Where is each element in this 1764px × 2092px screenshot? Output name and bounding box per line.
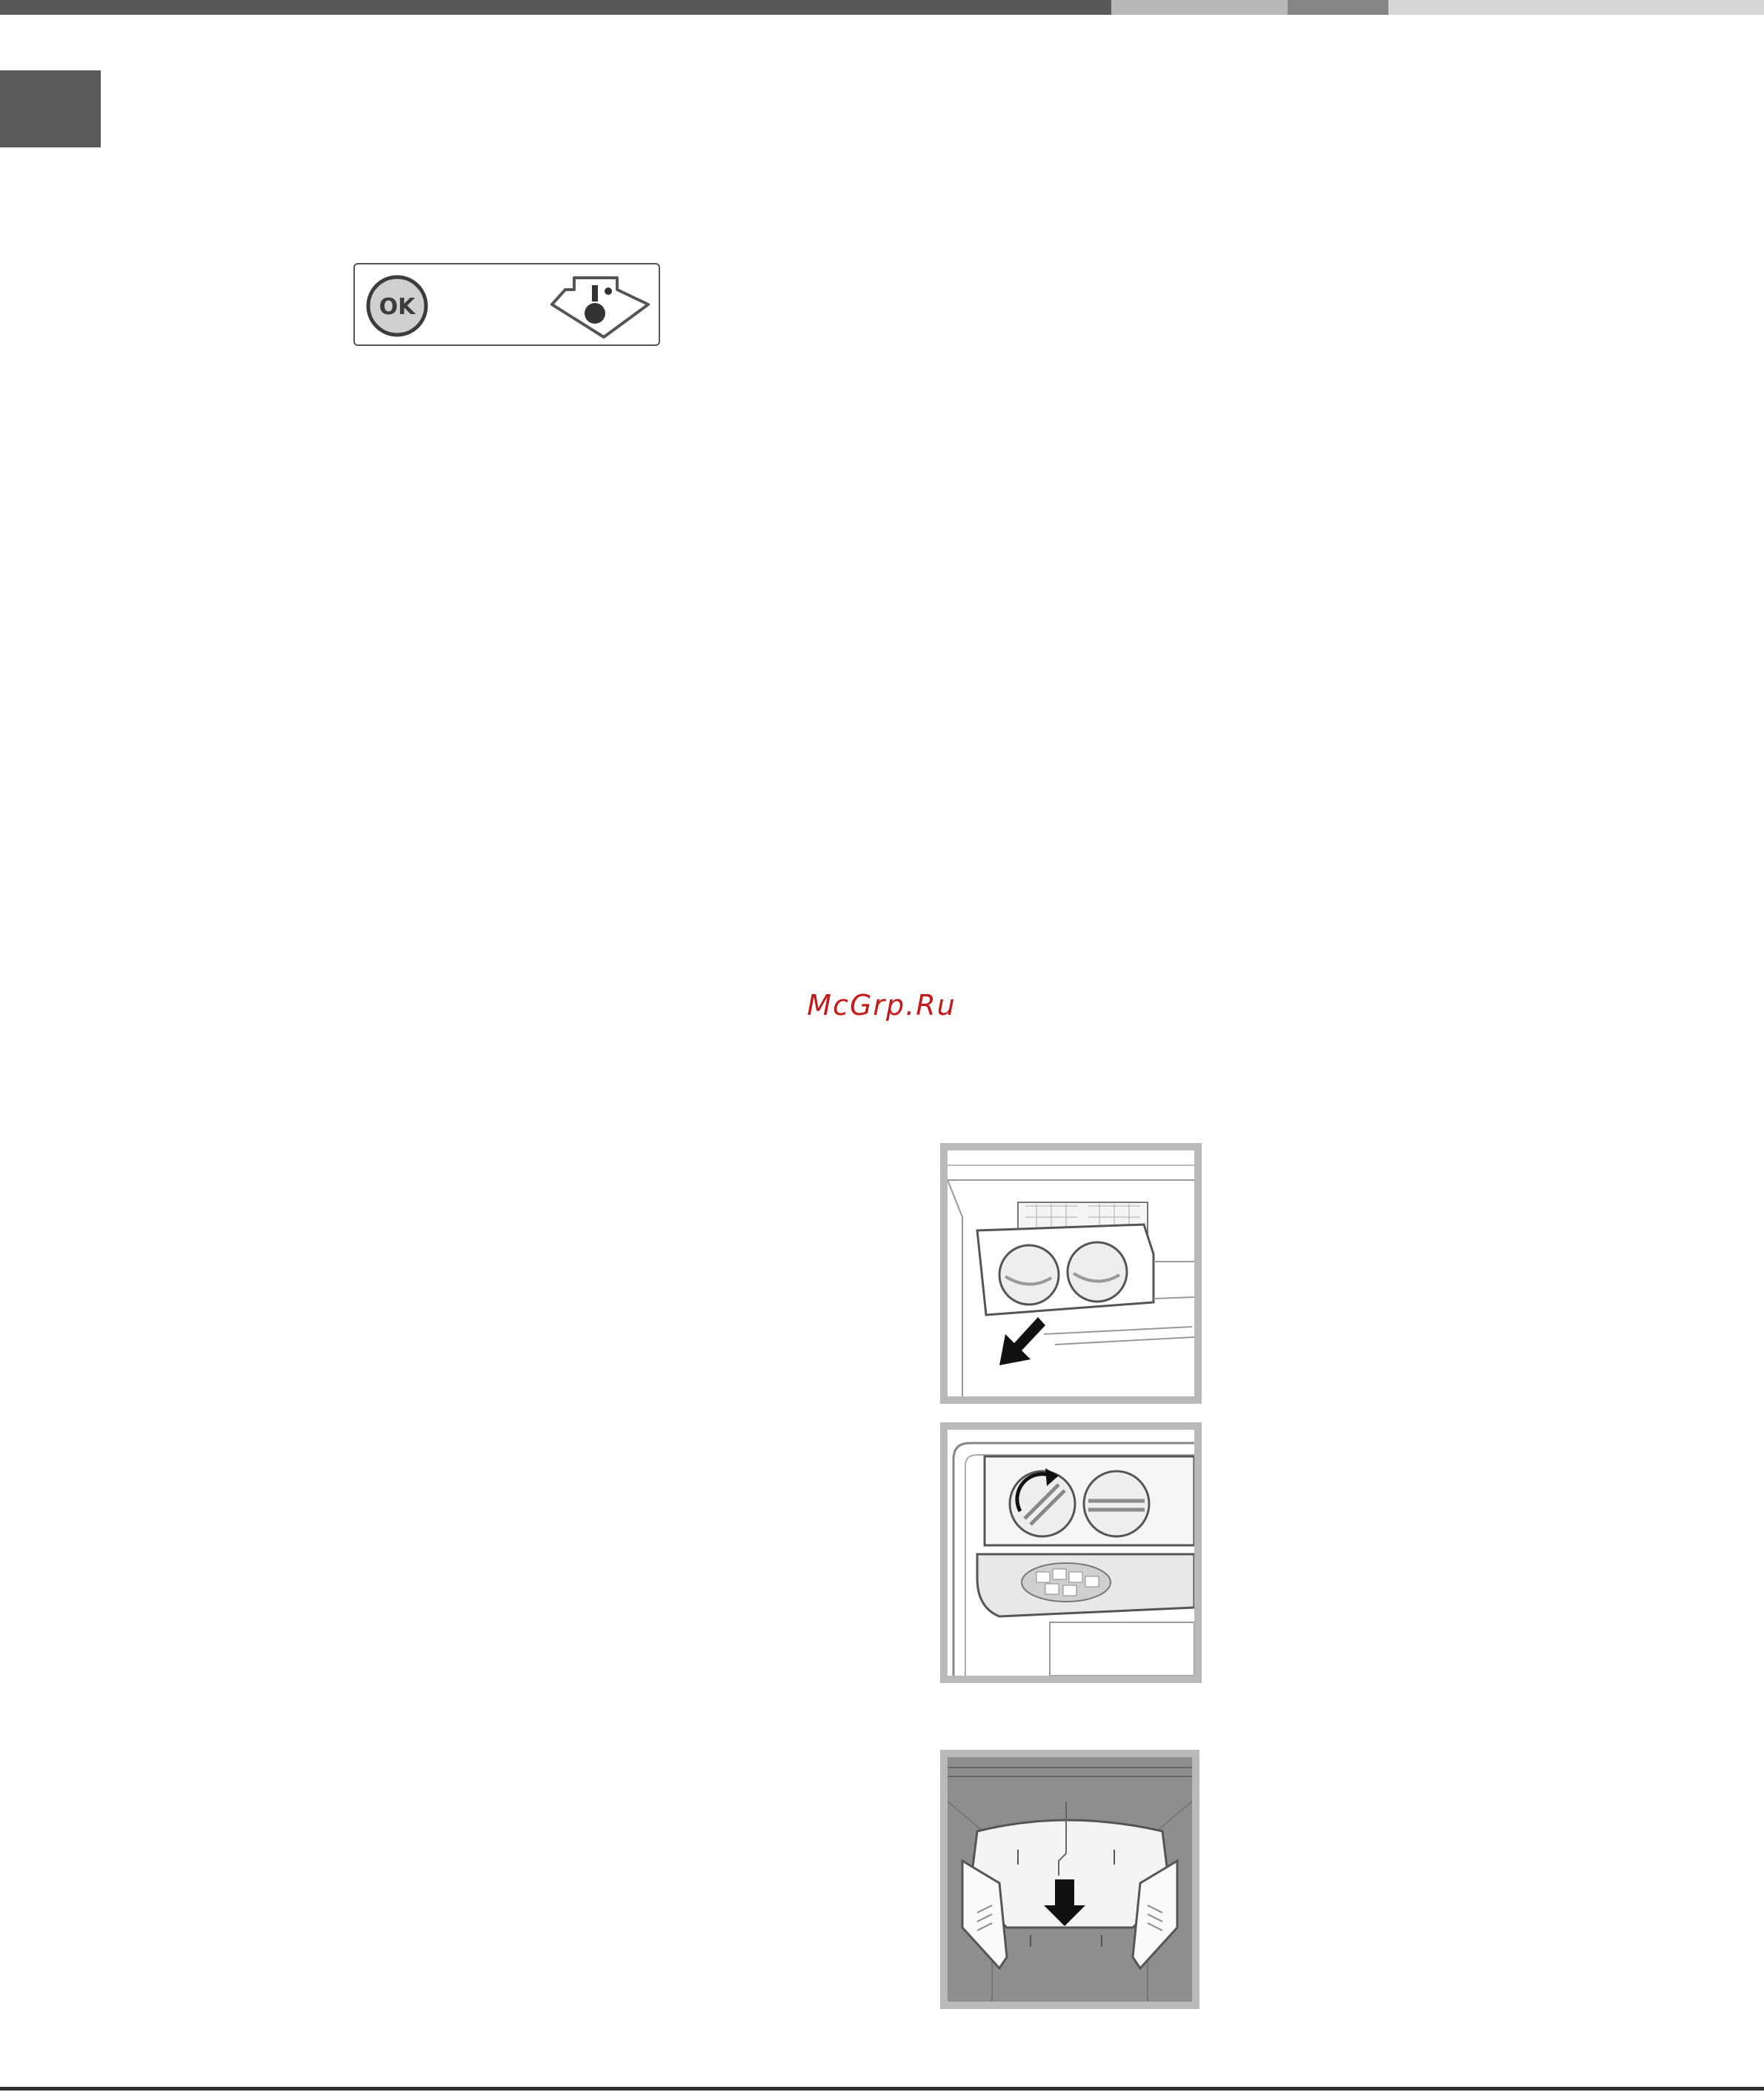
- watermark: McGrp.Ru: [807, 989, 956, 1022]
- ok-circle-icon: [366, 275, 428, 337]
- header-bar-segment: [1288, 0, 1388, 15]
- header-color-bar: [0, 0, 1764, 15]
- header-bar-segment: [0, 0, 1111, 15]
- footer-rule: [0, 2087, 1764, 2091]
- header-bar-segment: [1111, 0, 1288, 15]
- indicator-panel: [353, 263, 660, 346]
- freezer-drawer-remove-illustration: [940, 1750, 1199, 2009]
- ice-tray-pull-out-illustration: [940, 1143, 1202, 1404]
- ok-label: OK: [379, 294, 416, 320]
- header-bar-segment: [1388, 0, 1764, 15]
- ice-maker-icon: [549, 272, 653, 340]
- ice-tray-twist-knob-illustration: [940, 1422, 1202, 1683]
- section-tab-marker: [0, 70, 101, 147]
